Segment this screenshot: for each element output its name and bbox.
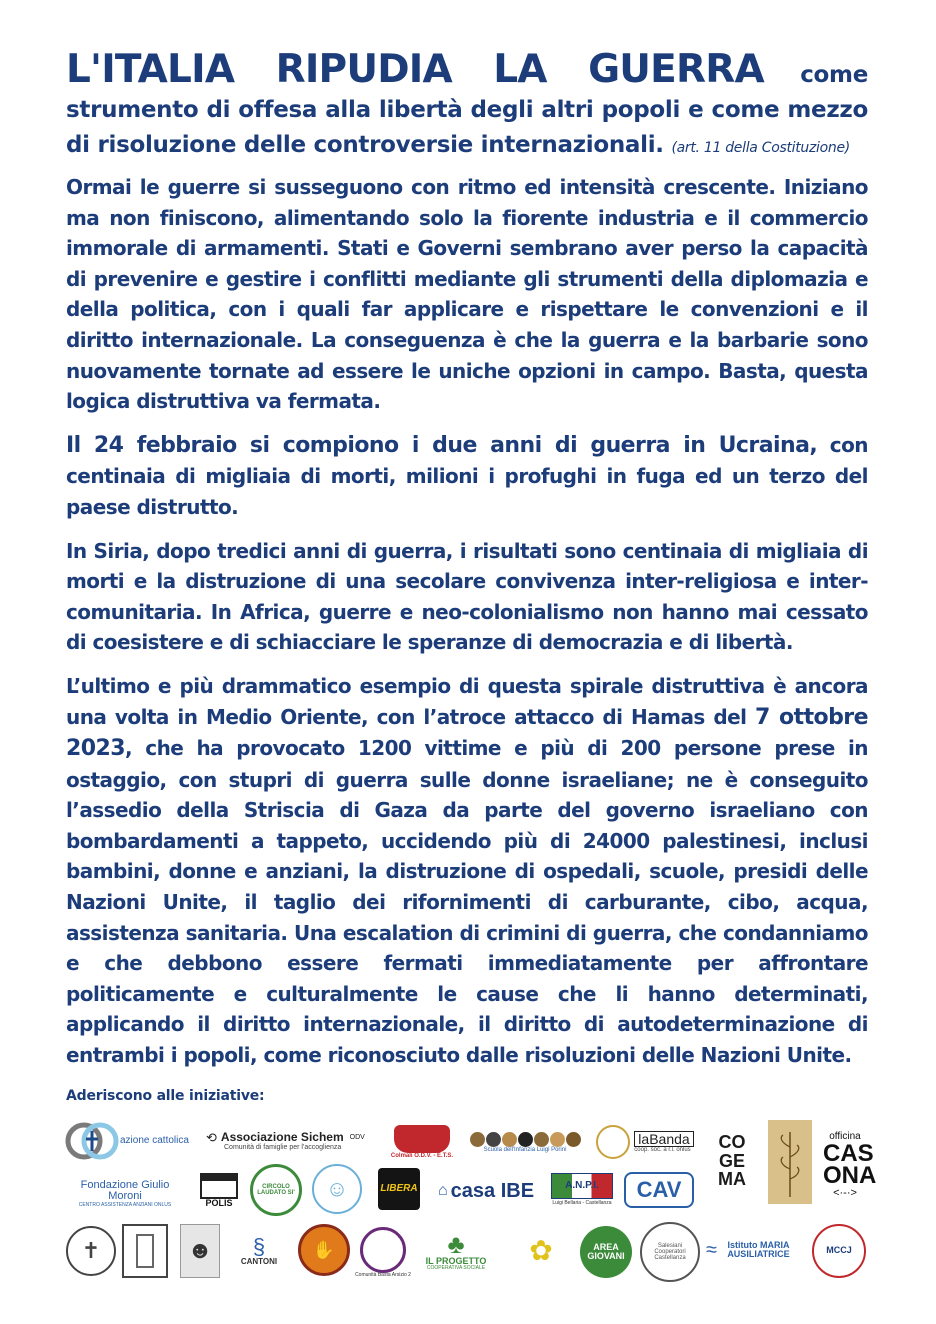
istituto-text: Istituto MARIA AUSILIATRICE bbox=[727, 1239, 790, 1259]
casona-arrows: <·-·> bbox=[833, 1187, 857, 1200]
person-icon: ☻ bbox=[187, 1237, 213, 1265]
paragraph-ukraine bbox=[66, 430, 868, 523]
il-progetto-logo bbox=[420, 1222, 492, 1280]
polis-logo bbox=[196, 1168, 242, 1214]
herbarium-image bbox=[768, 1120, 812, 1204]
helix-icon: § bbox=[252, 1234, 266, 1260]
wave-icon: ≈ bbox=[706, 1238, 717, 1261]
progetto-text: IL PROGETTO bbox=[425, 1255, 487, 1266]
parish-logo bbox=[66, 1226, 116, 1276]
labanda-logo bbox=[596, 1124, 694, 1160]
house-icon: ⌂ bbox=[437, 1181, 448, 1199]
circolo-laudato-logo bbox=[250, 1164, 302, 1216]
cantoni-logo bbox=[230, 1222, 288, 1280]
door-logo bbox=[122, 1224, 168, 1278]
cross-icon: ✝ bbox=[81, 1238, 101, 1264]
page-title bbox=[66, 47, 868, 166]
casa-ibe-logo bbox=[434, 1174, 538, 1208]
basta-text: Comunità Basta Arsizio 2 bbox=[355, 1272, 411, 1279]
cantoni-text: CANTONI bbox=[240, 1257, 278, 1267]
salesiani-logo bbox=[640, 1222, 700, 1282]
azione-cattolica-logo bbox=[66, 1120, 194, 1162]
middle-east-rest: , che ha provocato 1200 vittime e più di 200 persone prese in ostaggio, con stupri di guerra sulle donne israeliane; ne è conseguito l’assedio della Striscia di Gaza da parte del governo israeliano con bombardamenti a tappeto, uccidendo più di 24000 palestinesi, inclusi bambini, donne e anziani, la distruzione di ospedali, scuole, presidi delle Nazioni Unite, il taglio dei rifornimenti di carburante, cibo, acqua, assistenza sanitaria. Una escalation di crimini di guerra, che condanniamo e che debbono essere fermati immediatamente per affrontare politicamente e culturalmente le cause che li hanno determinati, applicando il diritto internazionale, il diritto di autodeterminazione di entrambi i popoli, come riconosciuto dalle risoluzioni delle Nazioni Unite. bbox=[66, 736, 868, 1068]
ukraine-highlight: Il 24 febbraio si compiono i due anni di guerra in Ucraina, bbox=[66, 432, 818, 458]
mccj-text: MCCJ bbox=[826, 1245, 852, 1256]
paragraph-wars-intro: Ormai le guerre si susseguono con ritmo ed intensità crescente. Iniziano ma non finiscono, alimentando solo la fiorente industria e il commercio immorale di armamenti. Stati e Governi sembrano aver perso la capacità di prevenire e gestire i conflitti mediante gli strumenti della diplomazia e della politica, con i quali far applicare e rispettare le convenzioni e il diritto internazionale. La conseguenza è che la guerra e la barbarie sono nuovamente tornate ad essere le uniche opzioni in campo. Basta, questa logica distruttiva va fermata. bbox=[66, 175, 868, 414]
middle-east-date: 7 ottobre 2023 bbox=[66, 704, 868, 762]
sichem-subtitle: Comunità di famiglie per l'accoglienza bbox=[224, 1144, 342, 1152]
fondazione-moroni-logo bbox=[66, 1176, 184, 1212]
sichem-logo bbox=[206, 1126, 380, 1156]
area-giovani-logo bbox=[580, 1226, 632, 1278]
libera-text: LIBERA bbox=[380, 1182, 418, 1194]
animal-faces-icon bbox=[470, 1132, 581, 1147]
handshake-icon: ⟲ bbox=[206, 1129, 217, 1145]
scuola-porini-text: Scuola dell'Infanzia Luigi Porini bbox=[483, 1147, 567, 1154]
family-figures-icon: ☺ bbox=[325, 1176, 349, 1202]
colmali-text: Colmali O.D.V. - E.T.S. bbox=[390, 1152, 454, 1159]
anpi-flag-icon bbox=[551, 1173, 613, 1199]
officina-casona-logo bbox=[820, 1118, 877, 1214]
title-rest: come strumento di offesa alla libertà degli altri popoli e come mezzo di risoluzione delle controversie internazionali. bbox=[66, 62, 868, 158]
circolo-laudato-text: CIRCOLO LAUDATO SI' bbox=[257, 1183, 295, 1196]
officina-text: officina bbox=[829, 1131, 861, 1143]
paragraph-syria-africa: In Siria, dopo tredici anni di guerra, i risultati sono centinaia di migliaia di morti e la distruzione di una secolare convivenza inter-religiosa e inter-comunitaria. In Africa, guerre e neo-colonialismo non hanno mai cessato di coesistere e di schiacciare le speranze di democrazia e di libertà. bbox=[66, 538, 868, 655]
cogema-logo bbox=[704, 1118, 760, 1204]
polis-text: POLIS bbox=[205, 1198, 233, 1209]
title-headline: L'ITALIA RIPUDIA LA GUERRA bbox=[66, 47, 764, 92]
sichem-name: Associazione Sichem bbox=[220, 1130, 344, 1145]
paragraph-middle-east bbox=[66, 671, 868, 1071]
colmali-logo bbox=[390, 1120, 454, 1164]
libera-logo bbox=[378, 1168, 420, 1210]
plant-drawing-icon bbox=[775, 1127, 805, 1197]
anpi-subtitle: Luigi Bellaria - Castellanza bbox=[552, 1200, 612, 1207]
istituto-maria-logo bbox=[706, 1230, 798, 1270]
fondazione-subtitle: CENTRO ASSISTENZA ANZIANI ONLUS bbox=[78, 1201, 172, 1208]
middle-east-start: L’ultimo e più drammatico esempio di questa spirale distruttiva è ancora una volta in Medio Oriente, con l’atroce attacco di Hamas del bbox=[66, 673, 868, 729]
scuola-porini-logo bbox=[466, 1126, 584, 1160]
basta-arsizio-logo bbox=[352, 1222, 414, 1284]
orange-circle-logo bbox=[298, 1224, 350, 1276]
cav-text: CAV bbox=[636, 1177, 682, 1203]
building-icon bbox=[200, 1173, 238, 1199]
labanda-name: laBanda bbox=[634, 1131, 693, 1148]
casona-text: CAS ONA bbox=[823, 1139, 877, 1190]
azione-cattolica-text: azione cattolica bbox=[120, 1134, 189, 1146]
labanda-badge-icon bbox=[596, 1125, 630, 1159]
door-icon bbox=[136, 1234, 154, 1268]
area-giovani-text: AREA GIOVANI bbox=[587, 1241, 625, 1261]
azione-cattolica-emblem-icon bbox=[66, 1121, 116, 1161]
colmali-crest-icon bbox=[394, 1125, 450, 1153]
casa-ibe-text: casa IBE bbox=[450, 1179, 535, 1202]
scout-badge-icon bbox=[360, 1227, 406, 1273]
salesiani-text: Salesiani Cooperatori Castellanza bbox=[654, 1242, 686, 1262]
family-association-logo bbox=[312, 1164, 362, 1214]
anpi-logo bbox=[548, 1168, 616, 1212]
cav-logo bbox=[624, 1172, 694, 1208]
anpi-text: A.N.P.I. bbox=[565, 1180, 599, 1192]
fondazione-name: Fondazione Giulio Moroni bbox=[80, 1178, 170, 1203]
pasta-logo bbox=[508, 1224, 574, 1278]
labanda-subtitle: coop. soc. a r.l. onlus bbox=[634, 1147, 691, 1154]
mccj-logo bbox=[812, 1224, 866, 1278]
portrait-photo bbox=[180, 1224, 220, 1278]
cogema-text: CO GE MA bbox=[718, 1131, 746, 1190]
sichem-odv: ODV bbox=[349, 1133, 365, 1141]
title-citation: (art. 11 della Costituzione) bbox=[671, 140, 850, 156]
hands-icon: ✋ bbox=[312, 1239, 336, 1260]
document-body bbox=[66, 47, 868, 1084]
ukraine-text: con centinaia di migliaia di morti, milioni i profughi in fuga ed un terzo del paese distrutto. bbox=[66, 432, 868, 519]
pasta-icon: ✿ bbox=[529, 1235, 553, 1267]
tree-icon: ♣ bbox=[447, 1228, 465, 1259]
adherents-label: Aderiscono alle iniziative: bbox=[66, 1088, 265, 1104]
progetto-subtitle: COOPERATIVA SOCIALE bbox=[426, 1265, 486, 1272]
